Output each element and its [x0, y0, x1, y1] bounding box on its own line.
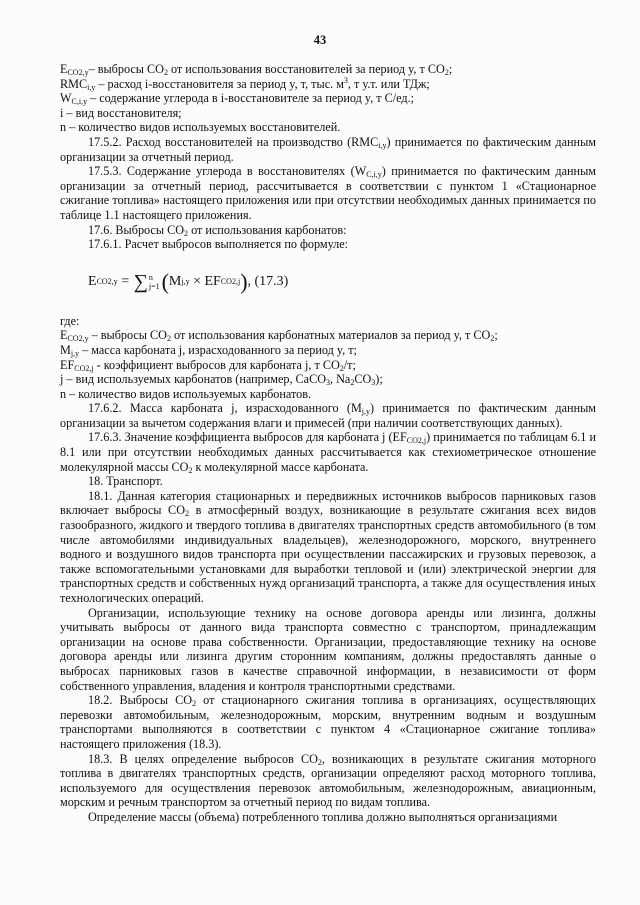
page-number: 43 — [313, 33, 327, 47]
paragraph-17-6-1: 17.6.1. Расчет выбросов выполняется по формуле: — [88, 237, 349, 252]
paragraph-17-6-2: 17.6.2. Масса карбоната j, израсходованного $(M_{j,y})$ принимается по фактическим данным организации за вычетом содержания влаги и примесей (при наличии соответствующих данных). — [60, 401, 596, 430]
definition-rmc: $RMC_{i,y}$ – расход i-восстановителя за период y, т, тыс. $м^3$, т у.т. или ТДж; — [60, 75, 430, 92]
paragraph-18-1: 18.1. Данная категория стационарных и передвижных источников выбросов парниковых газов включает выбросы $CO_2$ в атмосферный воздух, возникающие в результате сжигания всех видов газообразного, жидкого и твердого топлива в двигателях транспортных средств автомобильного (в том числе автомобилями индивидуальных владельцев), железнодорожного, морского, внутреннего водного и воздушного видов транспорта при осуществлении пассажирских и грузовых перевозок, а также вспомогательными установками для выработки тепловой и (или) электрической энергии для транспортных средств и собственных нужд организаций транспорта, а также для осуществления иных технологических операций. — [60, 488, 596, 605]
section-18-heading: 18. Транспорт. — [88, 474, 163, 489]
definition-i: i – вид восстановителя; — [60, 105, 182, 120]
definition-n: n – количество видов используемых восстановителей. — [60, 120, 341, 135]
page-body — [60, 62, 596, 825]
paragraph-17-6-3: 17.6.3. Значение коэффициента выбросов для карбоната j $(EF_{CO2,j})$ принимается по таблицам 6.1 и 8.1 или при отсутствии необходимых данных рассчитывается как стехиометрическое отношение молекулярной массы $CO_2$ к молекулярной массе карбоната. — [60, 430, 596, 475]
where-label: где: — [60, 313, 80, 328]
where-e-co2: $E_{CO2,y}$ – выбросы $CO_2$ от использования карбонатных материалов за период y, т $CO_2$; — [60, 328, 498, 344]
where-m: $M_{j,y}$ – масса карбоната j, израсходованного за период y, т; — [60, 342, 357, 358]
definition-e-co2: $E_{CO2,y}-$ выбросы $CO_2$ от использования восстановителей за период y, т $CO_2$; — [60, 62, 453, 77]
where-j: j – вид используемых карбонатов (например, CaCO$_3$, $Na_2CO_3$); — [60, 372, 383, 388]
where-n: n – количество видов используемых карбонатов. — [60, 386, 312, 401]
paragraph-organizations: Организации, использующие технику на основе договора аренды или лизинга, должны учитывать выбросы от данного вида транспорта совместно с транспортом, принадлежащим организации на основе права собственности. Организации, предоставляющие технику на основе договора аренды или лизинга другим сторонним компаниям, должны предоставлять данные о выбросах парниковых газов в качестве справочной информации, в независимости от форм собственного управления, владения и контроля транспортными средствами. — [60, 605, 596, 693]
paragraph-17-5-2: 17.5.2. Расход восстановителей на производство $(RMC_{i,y})$ принимается по фактическим данным организации за отчетный период. — [60, 134, 596, 164]
formula-17-3: E CO2,y = ∑ n j=1 ( M j,y × EF CO2,j ) , (17.3) — [88, 268, 289, 294]
paragraph-17-6: 17.6. Выбросы $CO_2$ от использования карбонатов: — [88, 222, 347, 238]
where-ef: $EF_{CO2,j}$ - коэффициент выбросов для карбоната j, т $CO_2/т$; — [60, 357, 356, 373]
paragraph-fuel-mass: Определение массы (объема) потребленного топлива должно выполняться организациями — [88, 809, 558, 824]
sum-symbol: ∑ — [133, 270, 148, 293]
definition-w: $W_{C,i,y}$ – содержание углерода в i-восстановителе за период y, т С/ед.; — [60, 91, 415, 107]
paragraph-18-2: 18.2. Выбросы $CO_2$ от стационарного сжигания топлива в организациях, осуществляющих перевозки автомобильным, железнодорожным, морским, внутренним водным и воздушным транспортами выполняются в соответствии с пунктом 4 «Стационарное сжигание топлива» настоящего приложения (18.3). — [60, 693, 596, 751]
paragraph-17-5-3: 17.5.3. Содержание углерода в восстановителях $(W_{C,i,y})$ принимается по фактическим данным организации за отчетный период, рассчитывается в соответствии с пунктом 1 «Стационарное сжигание топлива» настоящего приложения или при отсутствии необходимых данных принимается по таблице 1.1 настоящего приложения. — [60, 164, 596, 222]
paragraph-18-3: 18.3. В целях определение выбросов $CO_2$, возникающих в результате сжигания моторного топлива в двигателях транспортных средств, организации определяют расход моторного топлива, используемого для осуществления перевозок автомобильным, железнодорожным, авиационным, морским и речным транспортом за отчетный период по видам топлива. — [60, 751, 596, 810]
